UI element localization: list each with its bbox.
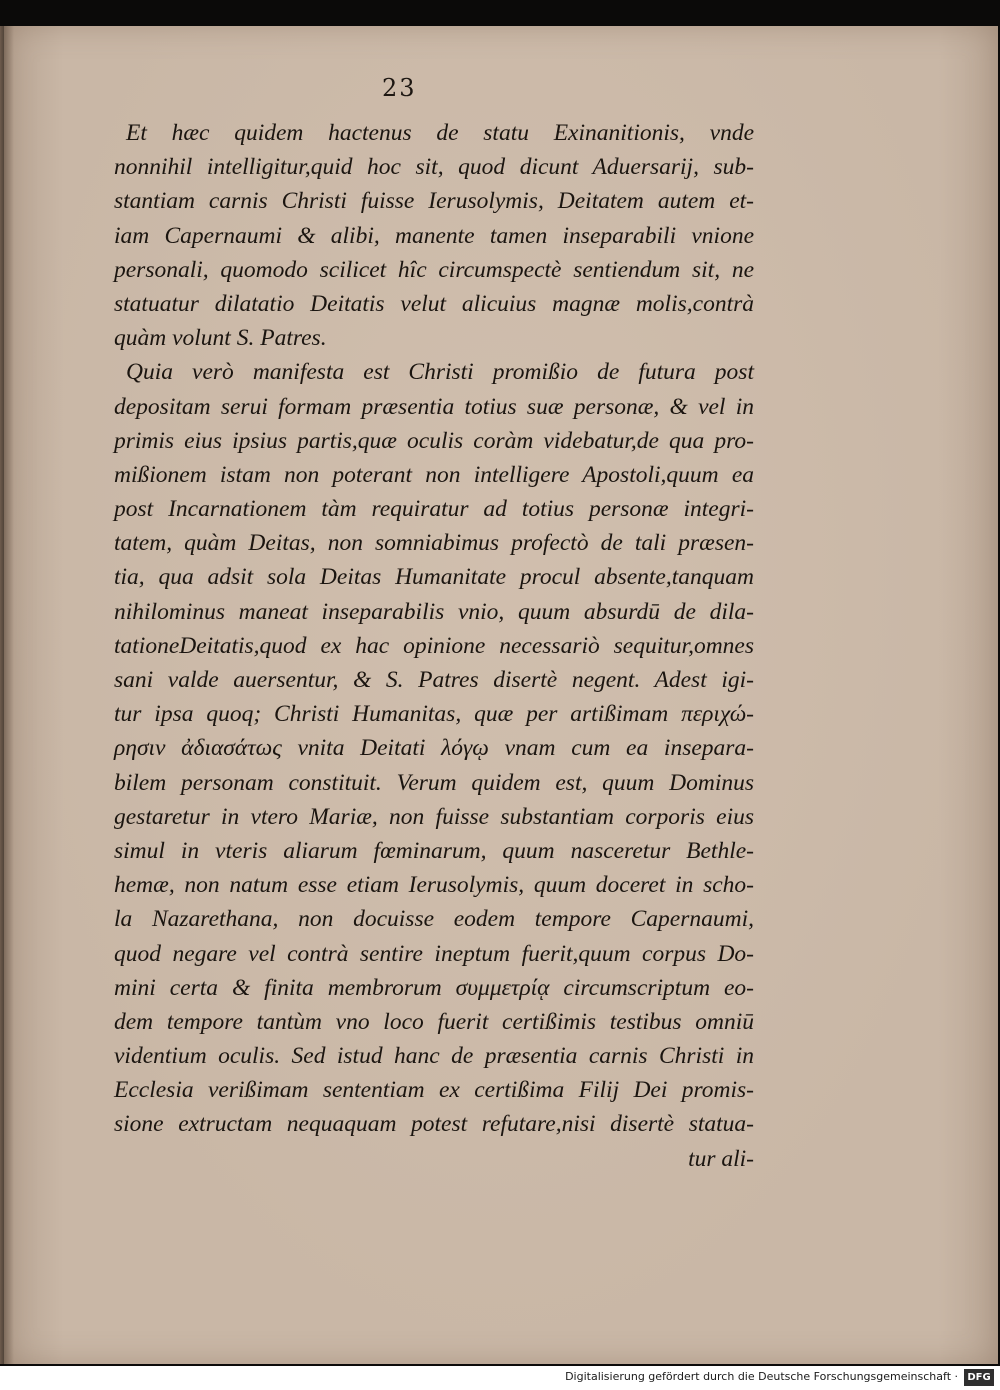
text-line: gestaretur in vtero Mariæ, non fuisse substantiam corporis eius	[114, 803, 754, 830]
text-line: sione extructam nequaquam potest refutare,nisi disertè statua-	[114, 1111, 754, 1138]
text-line: nihilominus maneat inseparabilis vnio, quum absurdū de dila-	[114, 598, 754, 625]
text-line: depositam serui formam præsentia totius suæ personæ, & vel in	[114, 393, 754, 420]
page-edge-shadow	[0, 26, 14, 1364]
text-line: la Nazarethana, non docuisse eodem tempore Capernaumi,	[114, 906, 754, 933]
text-line: dem tempore tantùm vno loco fuerit certißimis testibus omniū	[114, 1008, 754, 1035]
footer-bar	[0, 1366, 1000, 1390]
text-line: statuatur dilatatio Deitatis velut alicuius magnæ molis,contrà	[114, 290, 754, 317]
text-line: mini certa & finita membrorum συμμετρίᾳ circumscriptum eo-	[114, 974, 754, 1001]
text-line: Quia verò manifesta est Christi promißio de futura post	[126, 359, 754, 386]
text-line: quod negare vel contrà sentire ineptum fuerit,quum corpus Do-	[114, 940, 754, 967]
text-line: hemæ, non natum esse etiam Ierusolymis, quum doceret in scho-	[114, 872, 754, 899]
text-line: primis eius ipsius partis,quæ oculis coràm videbatur,de qua pro-	[114, 427, 754, 454]
text-line: tatem, quàm Deitas, non somniabimus profectò de tali præsen-	[114, 530, 754, 557]
page-text	[114, 116, 754, 1176]
text-line: ρησιν ἀδιασάτως vnita Deitati λόγῳ vnam cum ea insepara-	[114, 735, 754, 762]
text-line: nonnihil intelligitur,quid hoc sit, quod dicunt Aduersarij, sub-	[114, 154, 754, 181]
text-line: Et hæc quidem hactenus de statu Exinanitionis, vnde	[126, 120, 754, 146]
text-line: mißionem istam non poterant non intelligere Apostoli,quum ea	[114, 461, 754, 488]
funding-credit: Digitalisierung gefördert durch die Deutsche Forschungsgemeinschaft ·	[565, 1370, 958, 1383]
text-line: tia, qua adsit sola Deitas Humanitate procul absente,tanquam	[114, 564, 754, 591]
text-line: sani valde auersentur, & S. Patres disertè negent. Adest igi-	[114, 667, 754, 693]
catchword: tur ali-	[688, 1145, 754, 1172]
text-line: Ecclesia verißimam sententiam ex certißima Filij Dei promis-	[114, 1077, 754, 1104]
text-line: tationeDeitatis,quod ex hac opinione necessariò sequitur,omnes	[114, 632, 754, 659]
text-line: videntium oculis. Sed istud hanc de præsentia carnis Christi in	[114, 1043, 754, 1070]
text-line: stantiam carnis Christi fuisse Ierusolymis, Deitatem autem et-	[114, 188, 754, 215]
text-line: iam Capernaumi & alibi, manente tamen inseparabili vnione	[114, 222, 754, 249]
text-line: tur ipsa quoq; Christi Humanitas, quæ per artißimam περιχώ-	[114, 701, 754, 728]
text-line: bilem personam constituit. Verum quidem est, quum Dominus	[114, 769, 754, 796]
page-number: 23	[382, 74, 417, 102]
text-line: post Incarnationem tàm requiratur ad totius personæ integri-	[114, 496, 754, 523]
text-line: simul in vteris aliarum fœminarum, quum nasceretur Bethle-	[114, 837, 754, 864]
text-line: personali, quomodo scilicet hîc circumspectè sentiendum sit, ne	[114, 256, 754, 283]
dfg-logo-icon: DFG	[964, 1369, 994, 1386]
text-line: quàm volunt S. Patres.	[114, 325, 327, 352]
